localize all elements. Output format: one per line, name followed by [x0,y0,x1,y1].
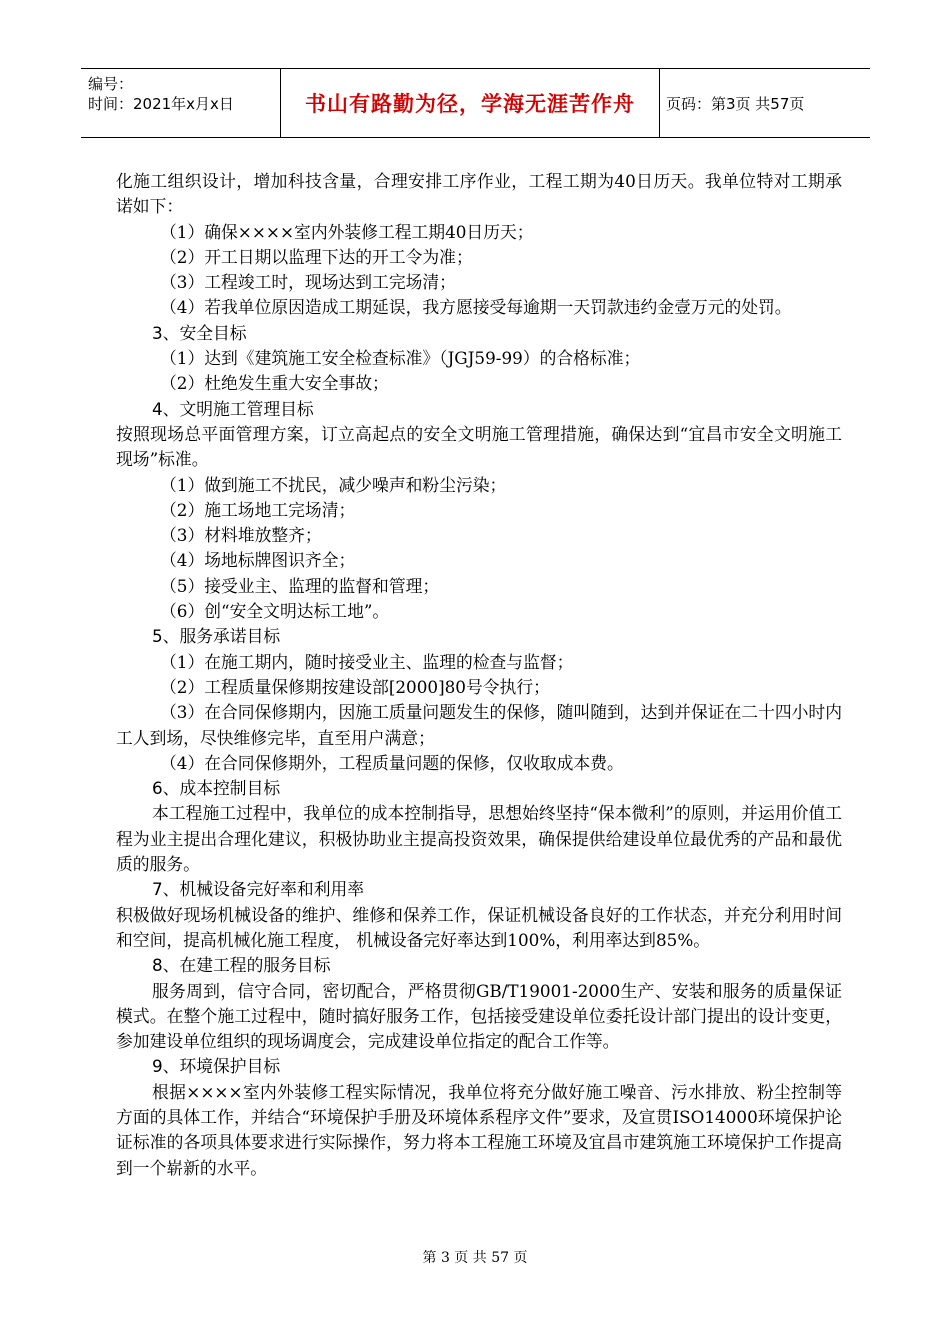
list-item: （1）确保××××室内外装修工程工期40日历天； [160,221,534,242]
list-item: （4）场地标牌图识齐全； [160,550,356,571]
paragraph: 化施工组织设计，增加科技含量，合理安排工序作业，工程工期为40日历天。我单位特对工期承诺如下： [116,171,842,217]
header-page-cell [660,69,870,137]
paragraph: 积极做好现场机械设备的维护、维修和保养工作，保证机械设备良好的工作状态，并充分利用时间和空间，提高机械化施工程度， 机械设备完好率达到100%，利用率达到85%。 [116,904,842,950]
header-motto: 书山有路勤为径，学海无涯苦作舟 [305,92,635,116]
list-item: （2）开工日期以监理下达的开工令为准； [160,246,473,267]
section-heading: 9、环境保护目标 [152,1056,281,1077]
header-motto-cell [281,69,660,137]
header-info-cell [81,69,281,137]
section-heading: 7、机械设备完好率和利用率 [152,879,365,900]
document-number-label: 编号： [88,75,134,93]
document-body [116,169,842,1181]
header-page-code: 页码：第3页 共57页 [666,94,805,113]
list-item: （3）材料堆放整齐； [160,525,322,546]
section-heading: 3、安全目标 [152,322,247,343]
list-item: （4）在合同保修期外，工程质量问题的保修，仅收取成本费。 [160,752,624,773]
page-footer: 第 3 页 共 57 页 [422,1250,528,1266]
list-item: （2）工程质量保修期按建设部[2000]80号令执行； [160,676,550,697]
section-heading: 8、在建工程的服务目标 [152,955,331,976]
paragraph: 服务周到，信守合同，密切配合，严格贯彻GB/T19001-2000生产、安装和服务的质量保证模式。在整个施工过程中，随时搞好服务工作，包括接受建设单位委托设计部门提出的设计变更，参加建设单位组织的现场调度会，完成建设单位指定的配合工作等。 [116,980,842,1052]
list-item: （2）杜绝发生重大安全事故； [160,373,389,394]
section-heading: 4、文明施工管理目标 [152,398,314,419]
list-item: （3）工程竣工时，现场达到工完场清； [160,272,456,293]
list-item: （6）创“安全文明达标工地”。 [160,601,390,622]
section-heading: 5、服务承诺目标 [152,626,281,647]
list-item: （4）若我单位原因造成工期延误，我方愿接受每逾期一天罚款违约金壹万元的处罚。 [160,297,792,318]
list-item: （1）达到《建筑施工安全检查标准》（JGJ59-99）的合格标准； [160,348,641,369]
list-item: （1）做到施工不扰民，减少噪声和粉尘污染； [160,474,507,495]
page-header [81,68,870,138]
list-item: （2）施工场地工完场清； [160,499,356,520]
list-item: （3）在合同保修期内，因施工质量问题发生的保修，随叫随到，达到并保证在二十四小时内工人到场，尽快维修完毕，直至用户满意； [116,702,842,748]
section-heading: 6、成本控制目标 [152,778,281,799]
list-item: （5）接受业主、监理的监督和管理； [160,575,440,596]
paragraph: 根据××××室内外装修工程实际情况，我单位将充分做好施工噪音、污水排放、粉尘控制等方面的具体工作，并结合“环境保护手册及环境体系程序文件”要求，及宣贯ISO14000环境保护论证标准的各项具体要求进行实际操作，努力将本工程施工环境及宜昌市建筑施工环境保护工作提高到一个崭新的水平。 [116,1081,842,1178]
paragraph: 本工程施工过程中，我单位的成本控制指导，思想始终坚持“保本微利”的原则，并运用价值工程为业主提出合理化建议，积极协助业主提高投资效果，确保提供给建设单位最优秀的产品和最优质的服务。 [116,803,842,875]
list-item: （1）在施工期内，随时接受业主、监理的检查与监督； [160,651,574,672]
paragraph: 按照现场总平面管理方案，订立高起点的安全文明施工管理措施，确保达到“宜昌市安全文明施工现场”标准。 [116,423,842,470]
document-date-label: 时间：2021年x月x日 [88,95,234,113]
